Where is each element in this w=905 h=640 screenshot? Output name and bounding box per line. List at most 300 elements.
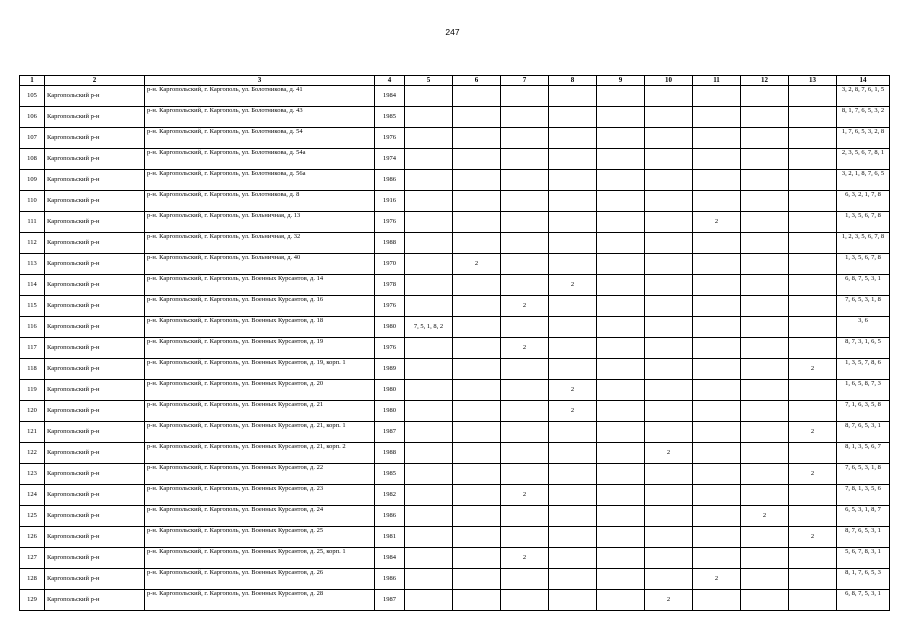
table-cell-col-10	[645, 212, 693, 233]
table-cell-col-2: Каргопольский р-н	[45, 233, 145, 254]
table-cell-col-1: 109	[20, 170, 45, 191]
table-cell-col-8	[549, 422, 597, 443]
table-row	[20, 128, 890, 149]
table-cell-col-3: р-н. Каргопольский, г. Каргополь, ул. Больничная, д. 40	[145, 254, 375, 275]
table-cell-col-10	[645, 380, 693, 401]
table-cell-col-5	[405, 506, 453, 527]
column-header-5: 5	[405, 76, 453, 86]
table-cell-col-11	[693, 527, 741, 548]
table-cell-col-13	[789, 170, 837, 191]
table-cell-col-13	[789, 317, 837, 338]
table-cell-col-13	[789, 485, 837, 506]
table-row	[20, 107, 890, 128]
table-cell-col-6	[453, 527, 501, 548]
table-cell-col-9	[597, 338, 645, 359]
table-cell-col-10	[645, 233, 693, 254]
table-cell-col-13	[789, 275, 837, 296]
table-cell-col-7	[501, 590, 549, 611]
table-cell-col-12	[741, 86, 789, 107]
table-cell-col-2: Каргопольский р-н	[45, 422, 145, 443]
table-cell-col-9	[597, 191, 645, 212]
table-cell-col-4: 1980	[375, 380, 405, 401]
table-cell-col-1: 113	[20, 254, 45, 275]
table-cell-col-14: 1, 6, 5, 8, 7, 3	[837, 380, 890, 401]
table-cell-col-9	[597, 401, 645, 422]
table-cell-col-1: 124	[20, 485, 45, 506]
table-cell-col-1: 120	[20, 401, 45, 422]
table-cell-col-1: 112	[20, 233, 45, 254]
column-header-3: 3	[145, 76, 375, 86]
table-cell-col-5	[405, 338, 453, 359]
table-cell-col-4: 1980	[375, 317, 405, 338]
table-cell-col-8	[549, 527, 597, 548]
table-cell-col-4: 1976	[375, 128, 405, 149]
table-cell-col-12	[741, 254, 789, 275]
table-cell-col-14: 8, 7, 6, 5, 3, 1	[837, 422, 890, 443]
table-cell-col-2: Каргопольский р-н	[45, 107, 145, 128]
table-cell-col-4: 1988	[375, 443, 405, 464]
table-cell-col-14: 7, 8, 1, 3, 5, 6	[837, 485, 890, 506]
table-cell-col-3: р-н. Каргопольский, г. Каргополь, ул. Болотникова, д. 54а	[145, 149, 375, 170]
table-cell-col-11	[693, 359, 741, 380]
table-cell-col-8	[549, 317, 597, 338]
table-cell-col-13	[789, 212, 837, 233]
table-cell-col-10	[645, 107, 693, 128]
table-cell-col-11	[693, 275, 741, 296]
table-cell-col-8: 2	[549, 380, 597, 401]
table-cell-col-13: 2	[789, 464, 837, 485]
table-cell-col-7	[501, 443, 549, 464]
table-cell-col-1: 118	[20, 359, 45, 380]
table-cell-col-8	[549, 569, 597, 590]
table-cell-col-6	[453, 86, 501, 107]
table-cell-col-5	[405, 548, 453, 569]
table-cell-col-7	[501, 107, 549, 128]
table-cell-col-2: Каргопольский р-н	[45, 485, 145, 506]
table-cell-col-14: 7, 6, 5, 3, 1, 8	[837, 296, 890, 317]
table-cell-col-8	[549, 296, 597, 317]
column-header-9: 9	[597, 76, 645, 86]
table-cell-col-9	[597, 569, 645, 590]
table-cell-col-1: 116	[20, 317, 45, 338]
table-cell-col-4: 1987	[375, 422, 405, 443]
table-cell-col-2: Каргопольский р-н	[45, 275, 145, 296]
registry-table	[19, 75, 890, 611]
table-cell-col-13	[789, 86, 837, 107]
table-cell-col-5	[405, 275, 453, 296]
table-cell-col-8	[549, 233, 597, 254]
table-cell-col-9	[597, 212, 645, 233]
table-row	[20, 506, 890, 527]
table-cell-col-14: 3, 2, 1, 8, 7, 6, 5	[837, 170, 890, 191]
table-cell-col-12	[741, 338, 789, 359]
table-cell-col-8	[549, 338, 597, 359]
table-cell-col-3: р-н. Каргопольский, г. Каргополь, ул. Военных Курсантов, д. 25	[145, 527, 375, 548]
table-cell-col-11	[693, 380, 741, 401]
table-cell-col-12	[741, 443, 789, 464]
table-cell-col-11	[693, 485, 741, 506]
table-cell-col-7: 2	[501, 338, 549, 359]
table-cell-col-6	[453, 191, 501, 212]
table-cell-col-5	[405, 170, 453, 191]
table-cell-col-11: 2	[693, 569, 741, 590]
table-cell-col-9	[597, 527, 645, 548]
table-cell-col-10	[645, 128, 693, 149]
table-cell-col-10	[645, 317, 693, 338]
table-cell-col-10	[645, 170, 693, 191]
table-cell-col-1: 125	[20, 506, 45, 527]
column-header-14: 14	[837, 76, 890, 86]
table-cell-col-1: 128	[20, 569, 45, 590]
table-cell-col-8	[549, 128, 597, 149]
table-cell-col-4: 1986	[375, 506, 405, 527]
table-cell-col-14: 1, 7, 6, 5, 3, 2, 8	[837, 128, 890, 149]
table-cell-col-14: 1, 2, 3, 5, 6, 7, 8	[837, 233, 890, 254]
table-cell-col-2: Каргопольский р-н	[45, 443, 145, 464]
table-cell-col-8	[549, 86, 597, 107]
table-cell-col-14: 8, 7, 6, 5, 3, 1	[837, 527, 890, 548]
table-cell-col-14: 1, 3, 5, 7, 8, 6	[837, 359, 890, 380]
table-cell-col-9	[597, 86, 645, 107]
table-cell-col-8: 2	[549, 401, 597, 422]
table-cell-col-4: 1976	[375, 338, 405, 359]
table-cell-col-12	[741, 548, 789, 569]
table-cell-col-9	[597, 380, 645, 401]
table-row	[20, 548, 890, 569]
table-cell-col-3: р-н. Каргопольский, г. Каргополь, ул. Военных Курсантов, д. 24	[145, 506, 375, 527]
table-cell-col-1: 127	[20, 548, 45, 569]
table-cell-col-3: р-н. Каргопольский, г. Каргополь, ул. Больничная, д. 32	[145, 233, 375, 254]
table-cell-col-14: 3, 6	[837, 317, 890, 338]
table-cell-col-7	[501, 527, 549, 548]
table-cell-col-7	[501, 254, 549, 275]
table-cell-col-7	[501, 380, 549, 401]
table-cell-col-13	[789, 401, 837, 422]
table-cell-col-10	[645, 485, 693, 506]
table-cell-col-4: 1987	[375, 590, 405, 611]
table-cell-col-14: 5, 6, 7, 8, 3, 1	[837, 548, 890, 569]
table-row	[20, 569, 890, 590]
table-cell-col-6	[453, 380, 501, 401]
table-cell-col-12	[741, 569, 789, 590]
table-cell-col-6	[453, 212, 501, 233]
table-cell-col-2: Каргопольский р-н	[45, 527, 145, 548]
table-cell-col-9	[597, 296, 645, 317]
table-cell-col-3: р-н. Каргопольский, г. Каргополь, ул. Болотникова, д. 54	[145, 128, 375, 149]
table-cell-col-4: 1976	[375, 212, 405, 233]
table-cell-col-11	[693, 590, 741, 611]
table-cell-col-6	[453, 422, 501, 443]
table-cell-col-6	[453, 464, 501, 485]
table-cell-col-10	[645, 191, 693, 212]
table-row	[20, 191, 890, 212]
table-cell-col-2: Каргопольский р-н	[45, 254, 145, 275]
table-cell-col-4: 1984	[375, 548, 405, 569]
table-cell-col-10	[645, 275, 693, 296]
table-cell-col-7	[501, 128, 549, 149]
table-cell-col-11	[693, 464, 741, 485]
table-cell-col-5	[405, 464, 453, 485]
table-cell-col-3: р-н. Каргопольский, г. Каргополь, ул. Военных Курсантов, д. 25, корп. 1	[145, 548, 375, 569]
table-cell-col-13	[789, 548, 837, 569]
column-header-1: 1	[20, 76, 45, 86]
table-cell-col-4: 1981	[375, 527, 405, 548]
table-cell-col-12	[741, 464, 789, 485]
table-cell-col-12	[741, 212, 789, 233]
table-cell-col-9	[597, 506, 645, 527]
table-cell-col-6	[453, 401, 501, 422]
table-cell-col-13: 2	[789, 422, 837, 443]
table-cell-col-12	[741, 422, 789, 443]
table-cell-col-1: 107	[20, 128, 45, 149]
table-cell-col-5	[405, 149, 453, 170]
table-cell-col-7: 2	[501, 548, 549, 569]
table-cell-col-7	[501, 317, 549, 338]
table-cell-col-10	[645, 527, 693, 548]
table-cell-col-5	[405, 422, 453, 443]
table-cell-col-9	[597, 170, 645, 191]
table-cell-col-9	[597, 422, 645, 443]
table-cell-col-5	[405, 380, 453, 401]
table-cell-col-14: 6, 3, 2, 1, 7, 8	[837, 191, 890, 212]
table-cell-col-11	[693, 233, 741, 254]
table-cell-col-7	[501, 191, 549, 212]
table-cell-col-12	[741, 191, 789, 212]
table-cell-col-2: Каргопольский р-н	[45, 548, 145, 569]
table-cell-col-11	[693, 443, 741, 464]
table-cell-col-8	[549, 464, 597, 485]
table-cell-col-10	[645, 149, 693, 170]
table-cell-col-4: 1989	[375, 359, 405, 380]
table-cell-col-14: 6, 8, 7, 5, 3, 1	[837, 590, 890, 611]
table-cell-col-11	[693, 86, 741, 107]
table-cell-col-2: Каргопольский р-н	[45, 506, 145, 527]
table-cell-col-6	[453, 107, 501, 128]
table-cell-col-7	[501, 569, 549, 590]
table-row	[20, 296, 890, 317]
table-cell-col-7	[501, 464, 549, 485]
table-cell-col-12	[741, 149, 789, 170]
table-cell-col-3: р-н. Каргопольский, г. Каргополь, ул. Больничная, д. 13	[145, 212, 375, 233]
table-cell-col-4: 1980	[375, 401, 405, 422]
table-cell-col-5	[405, 212, 453, 233]
table-cell-col-3: р-н. Каргопольский, г. Каргополь, ул. Болотникова, д. 56а	[145, 170, 375, 191]
header-row	[20, 76, 890, 86]
table-cell-col-2: Каргопольский р-н	[45, 338, 145, 359]
table-cell-col-6	[453, 149, 501, 170]
table-cell-col-11	[693, 317, 741, 338]
table-cell-col-2: Каргопольский р-н	[45, 296, 145, 317]
column-header-4: 4	[375, 76, 405, 86]
table-cell-col-7	[501, 401, 549, 422]
table-cell-col-6	[453, 338, 501, 359]
table-row	[20, 170, 890, 191]
table-cell-col-10	[645, 464, 693, 485]
table-cell-col-1: 106	[20, 107, 45, 128]
table-cell-col-9	[597, 107, 645, 128]
table-cell-col-8: 2	[549, 275, 597, 296]
table-cell-col-6	[453, 359, 501, 380]
table-cell-col-5	[405, 233, 453, 254]
table-cell-col-8	[549, 443, 597, 464]
table-cell-col-12	[741, 590, 789, 611]
table-cell-col-4: 1985	[375, 107, 405, 128]
table-cell-col-11	[693, 296, 741, 317]
table-row	[20, 317, 890, 338]
column-header-12: 12	[741, 76, 789, 86]
table-row	[20, 422, 890, 443]
table-cell-col-14: 6, 8, 7, 5, 3, 1	[837, 275, 890, 296]
table-cell-col-4: 1982	[375, 485, 405, 506]
table-cell-col-2: Каргопольский р-н	[45, 191, 145, 212]
table-cell-col-5	[405, 401, 453, 422]
table-cell-col-5	[405, 569, 453, 590]
table-cell-col-14: 8, 7, 3, 1, 6, 5	[837, 338, 890, 359]
table-row	[20, 212, 890, 233]
table-cell-col-9	[597, 485, 645, 506]
table-cell-col-1: 126	[20, 527, 45, 548]
table-cell-col-8	[549, 191, 597, 212]
table-row	[20, 485, 890, 506]
table-cell-col-7	[501, 149, 549, 170]
table-row	[20, 338, 890, 359]
table-cell-col-9	[597, 317, 645, 338]
table-cell-col-13	[789, 107, 837, 128]
table-cell-col-3: р-н. Каргопольский, г. Каргополь, ул. Военных Курсантов, д. 18	[145, 317, 375, 338]
table-cell-col-1: 129	[20, 590, 45, 611]
table-cell-col-10: 2	[645, 590, 693, 611]
table-cell-col-5	[405, 590, 453, 611]
table-cell-col-1: 123	[20, 464, 45, 485]
table-cell-col-1: 119	[20, 380, 45, 401]
table-cell-col-8	[549, 149, 597, 170]
table-cell-col-6	[453, 548, 501, 569]
table-cell-col-14: 1, 3, 5, 6, 7, 8	[837, 212, 890, 233]
table-cell-col-8	[549, 506, 597, 527]
table-cell-col-2: Каргопольский р-н	[45, 170, 145, 191]
table-cell-col-13: 2	[789, 359, 837, 380]
table-cell-col-11	[693, 401, 741, 422]
table-cell-col-2: Каргопольский р-н	[45, 401, 145, 422]
table-cell-col-3: р-н. Каргопольский, г. Каргополь, ул. Военных Курсантов, д. 26	[145, 569, 375, 590]
column-header-8: 8	[549, 76, 597, 86]
table-cell-col-6: 2	[453, 254, 501, 275]
table-cell-col-14: 6, 5, 3, 1, 8, 7	[837, 506, 890, 527]
table-cell-col-3: р-н. Каргопольский, г. Каргополь, ул. Военных Курсантов, д. 21	[145, 401, 375, 422]
table-cell-col-14: 7, 6, 5, 3, 1, 8	[837, 464, 890, 485]
table-cell-col-9	[597, 149, 645, 170]
table-row	[20, 275, 890, 296]
table-cell-col-10	[645, 422, 693, 443]
table-cell-col-12: 2	[741, 506, 789, 527]
table-cell-col-2: Каргопольский р-н	[45, 569, 145, 590]
table-cell-col-3: р-н. Каргопольский, г. Каргополь, ул. Военных Курсантов, д. 14	[145, 275, 375, 296]
table-cell-col-14: 2, 3, 5, 6, 7, 8, 1	[837, 149, 890, 170]
table-cell-col-11	[693, 254, 741, 275]
table-cell-col-10	[645, 506, 693, 527]
table-row	[20, 149, 890, 170]
table-cell-col-11: 2	[693, 212, 741, 233]
table-cell-col-1: 122	[20, 443, 45, 464]
table-cell-col-12	[741, 128, 789, 149]
table-cell-col-7: 2	[501, 485, 549, 506]
column-header-2: 2	[45, 76, 145, 86]
table-cell-col-12	[741, 233, 789, 254]
table-cell-col-12	[741, 485, 789, 506]
table-cell-col-5	[405, 359, 453, 380]
table-cell-col-2: Каргопольский р-н	[45, 128, 145, 149]
table-body	[20, 86, 890, 611]
table-cell-col-13	[789, 296, 837, 317]
table-cell-col-4: 1976	[375, 296, 405, 317]
table-cell-col-11	[693, 149, 741, 170]
table-cell-col-13	[789, 506, 837, 527]
table-cell-col-4: 1970	[375, 254, 405, 275]
table-cell-col-13	[789, 233, 837, 254]
table-cell-col-3: р-н. Каргопольский, г. Каргополь, ул. Военных Курсантов, д. 19	[145, 338, 375, 359]
table-header	[20, 76, 890, 86]
table-cell-col-9	[597, 464, 645, 485]
table-cell-col-13	[789, 254, 837, 275]
table-cell-col-3: р-н. Каргопольский, г. Каргополь, ул. Военных Курсантов, д. 20	[145, 380, 375, 401]
table-cell-col-8	[549, 359, 597, 380]
table-row	[20, 380, 890, 401]
table-cell-col-11	[693, 170, 741, 191]
table-row	[20, 590, 890, 611]
table-cell-col-10: 2	[645, 443, 693, 464]
table-cell-col-13: 2	[789, 527, 837, 548]
column-header-11: 11	[693, 76, 741, 86]
table-cell-col-14: 8, 1, 7, 6, 5, 3	[837, 569, 890, 590]
table-cell-col-13	[789, 590, 837, 611]
table-cell-col-10	[645, 338, 693, 359]
table-cell-col-13	[789, 443, 837, 464]
table-cell-col-9	[597, 443, 645, 464]
table-cell-col-3: р-н. Каргопольский, г. Каргополь, ул. Военных Курсантов, д. 21, корп. 2	[145, 443, 375, 464]
table-cell-col-6	[453, 590, 501, 611]
table-cell-col-5	[405, 296, 453, 317]
table-cell-col-1: 108	[20, 149, 45, 170]
table-cell-col-10	[645, 569, 693, 590]
table-cell-col-10	[645, 86, 693, 107]
column-header-7: 7	[501, 76, 549, 86]
table-cell-col-6	[453, 485, 501, 506]
table-cell-col-2: Каргопольский р-н	[45, 86, 145, 107]
table-cell-col-12	[741, 317, 789, 338]
table-cell-col-4: 1916	[375, 191, 405, 212]
table-cell-col-11	[693, 128, 741, 149]
table-cell-col-13	[789, 149, 837, 170]
table-row	[20, 527, 890, 548]
table-cell-col-5	[405, 254, 453, 275]
table-cell-col-2: Каргопольский р-н	[45, 464, 145, 485]
table-cell-col-8	[549, 548, 597, 569]
table-cell-col-4: 1978	[375, 275, 405, 296]
table-cell-col-2: Каргопольский р-н	[45, 149, 145, 170]
table-cell-col-5	[405, 443, 453, 464]
table-cell-col-5	[405, 107, 453, 128]
table-cell-col-10	[645, 401, 693, 422]
table-cell-col-2: Каргопольский р-н	[45, 590, 145, 611]
table-cell-col-3: р-н. Каргопольский, г. Каргополь, ул. Военных Курсантов, д. 21, корп. 1	[145, 422, 375, 443]
table-cell-col-13	[789, 569, 837, 590]
table-cell-col-8	[549, 107, 597, 128]
table-row	[20, 86, 890, 107]
table-cell-col-3: р-н. Каргопольский, г. Каргополь, ул. Военных Курсантов, д. 19, корп. 1	[145, 359, 375, 380]
table-cell-col-3: р-н. Каргопольский, г. Каргополь, ул. Военных Курсантов, д. 23	[145, 485, 375, 506]
table-cell-col-4: 1985	[375, 464, 405, 485]
table-cell-col-5: 7, 5, 1, 8, 2	[405, 317, 453, 338]
